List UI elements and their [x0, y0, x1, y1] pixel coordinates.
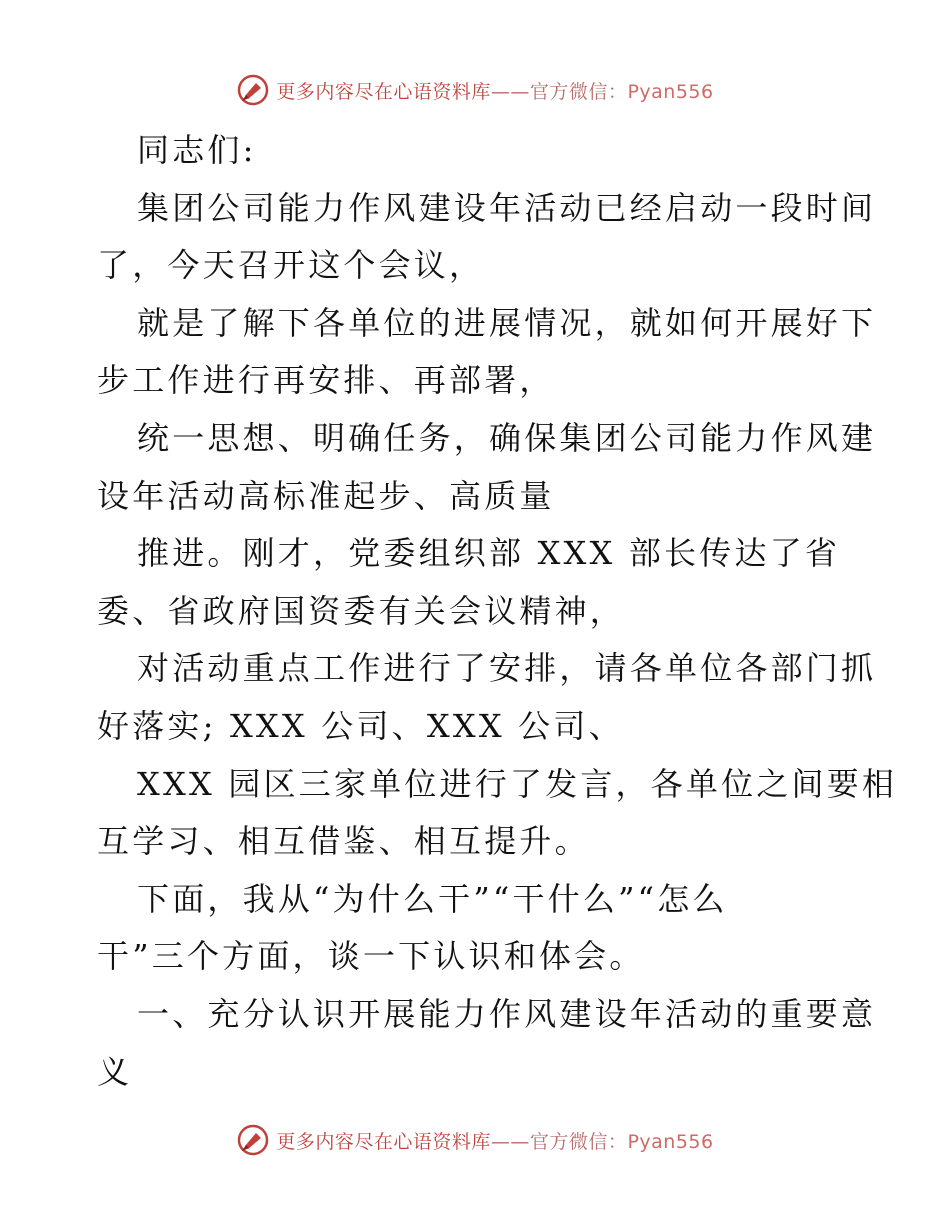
paragraph-line: 就是了解下各单位的进展情况，就如何开展好下	[137, 303, 877, 342]
body-text	[97, 122, 898, 1101]
watermark-dash: ——	[490, 1130, 530, 1153]
paragraph-line: 委、省政府国资委有关会议精神，	[97, 591, 626, 630]
watermark-main: 更多内容尽在心语资料库	[276, 1130, 491, 1153]
section-heading-line: 义	[97, 1052, 133, 1091]
watermark-id: Pyan556	[627, 1130, 714, 1153]
paragraph-line: 步工作进行再安排、再部署，	[97, 361, 555, 400]
paragraph-line: 同志们:	[137, 131, 257, 169]
paragraph-line: 互学习、相互借鉴、相互提升。	[97, 822, 590, 861]
paragraph-line: 好落实; XXX 公司、XXX 公司、	[97, 706, 624, 745]
header-watermark	[0, 70, 950, 110]
watermark-text	[276, 77, 713, 104]
paragraph-line: XXX 园区三家单位进行了发言，各单位之间要相	[137, 764, 898, 803]
paragraph-line: 设年活动高标准起步、高质量	[97, 476, 555, 515]
watermark-id: Pyan556	[627, 80, 714, 103]
paragraph-line: 干”三个方面，谈一下认识和体会。	[97, 937, 645, 976]
pen-nib-logo-icon	[236, 1123, 270, 1157]
paragraph-line: 了，今天召开这个会议，	[97, 246, 485, 285]
paragraph-line: 对活动重点工作进行了安排，请各单位各部门抓	[137, 649, 877, 688]
watermark-main: 更多内容尽在心语资料库	[276, 80, 491, 103]
footer-watermark	[0, 1120, 950, 1160]
paragraph-line: 集团公司能力作风建设年活动已经启动一段时间	[137, 188, 877, 227]
paragraph-line: 统一思想、明确任务，确保集团公司能力作风建	[137, 418, 877, 457]
paragraph-line: 下面，我从“为什么干”“干什么”“怎么	[137, 879, 728, 918]
pen-nib-logo-icon	[236, 73, 270, 107]
watermark-dash: ——	[490, 80, 530, 103]
paragraph-line: 推进。刚才，党委组织部 XXX 部长传达了省	[137, 534, 841, 573]
watermark-label: 官方微信：	[529, 1130, 628, 1153]
watermark-label: 官方微信：	[529, 80, 628, 103]
section-heading-line: 一、充分认识开展能力作风建设年活动的重要意	[137, 994, 877, 1033]
watermark-text	[276, 1127, 713, 1154]
